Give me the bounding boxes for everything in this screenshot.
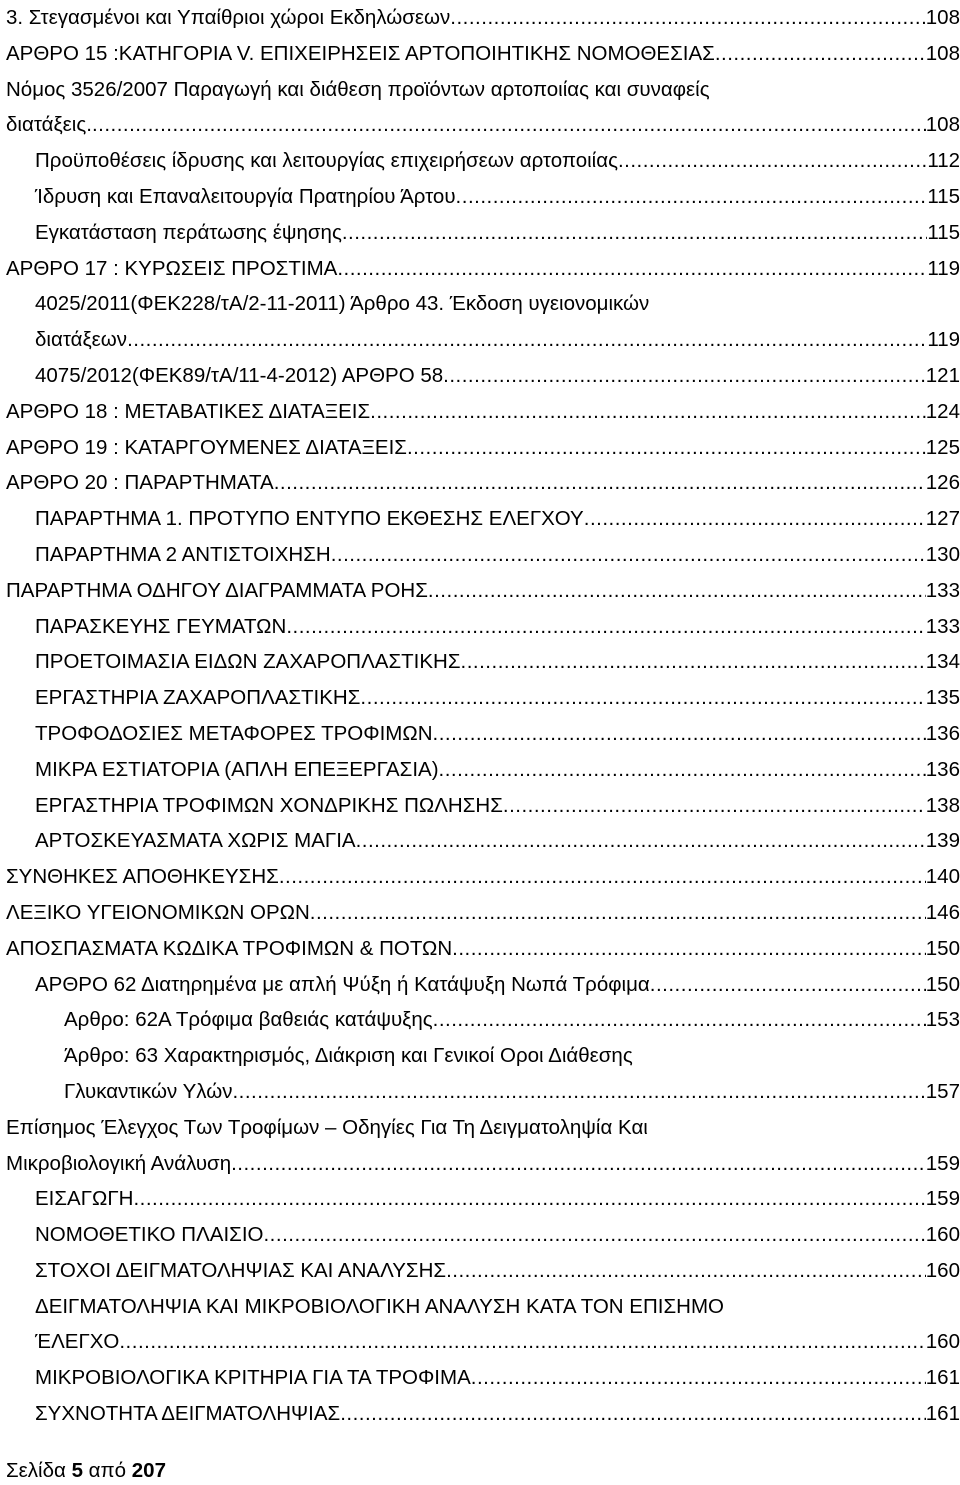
toc-entry-title: ΑΡΘΡΟ 62 Διατηρημένα με απλή Ψύξη ή Κατάψυξη Νωπά Τρόφιμα <box>35 972 650 996</box>
toc-entry-page-number: 112 <box>927 149 960 173</box>
toc-entry-page-number: 127 <box>925 507 960 531</box>
dot-leader <box>428 573 926 609</box>
toc-entry-page-number: 133 <box>925 614 960 638</box>
toc-entry-title: ΠΑΡΑΡΤΗΜΑ ΟΔΗΓΟΥ ΔΙΑΓΡΑΜΜΑΤΑ ΡΟΗΣ <box>6 578 428 602</box>
toc-entry[interactable] <box>0 967 960 1003</box>
dot-leader <box>310 895 926 931</box>
dot-leader <box>360 680 925 716</box>
dot-leader <box>715 36 926 72</box>
dot-leader <box>471 1360 926 1396</box>
toc-entry-page-number: 153 <box>925 1008 960 1032</box>
toc-entry-title: ΑΡΘΡΟ 19 : ΚΑΤΑΡΓΟΥΜΕΝΕΣ ΔΙΑΤΑΞΕΙΣ <box>6 435 407 459</box>
toc-entry-title-line: Επίσημος Έλεγχος Των Τροφίμων – Οδηγίες Για Τη Δειγματοληψία Και <box>6 1115 648 1139</box>
dot-leader <box>279 859 926 895</box>
toc-entry-page-number: 130 <box>925 542 960 566</box>
toc-entry-page-number: 133 <box>925 578 960 602</box>
toc-entry-title: ΝΟΜΟΘΕΤΙΚΟ ΠΛΑΙΣΙΟ <box>35 1223 264 1247</box>
toc-entry[interactable] <box>0 931 960 967</box>
dot-leader <box>340 1396 926 1432</box>
toc-entry-title: διατάξεις. <box>6 113 92 137</box>
toc-entry-title: ΑΡΘΡΟ 20 : ΠΑΡΑΡΤΗΜΑΤΑ <box>6 471 274 495</box>
toc-entry-page-number: 140 <box>925 865 960 889</box>
toc-entry-title: ΣΥΝΘΗΚΕΣ ΑΠΟΘΗΚΕΥΣΗΣ <box>6 865 279 889</box>
dot-leader <box>433 1002 926 1038</box>
toc-entry[interactable] <box>0 895 960 931</box>
toc-entry-page-number: 150 <box>925 936 960 960</box>
toc-entry-page-number: 160 <box>925 1258 960 1282</box>
toc-entry[interactable] <box>0 358 960 394</box>
toc-entry[interactable] <box>0 609 960 645</box>
footer-middle: από <box>82 1459 132 1482</box>
dot-leader <box>407 430 926 466</box>
toc-entry-page-number: 136 <box>925 721 960 745</box>
dot-leader <box>331 537 926 573</box>
toc-entry-title-line: Νόμος 3526/2007 Παραγωγή και διάθεση προϊόντων αρτοποιίας και συναφείς <box>6 77 710 101</box>
toc-entry-page-number: 125 <box>925 435 960 459</box>
toc-entry[interactable] <box>0 859 960 895</box>
dot-leader <box>446 1253 926 1289</box>
toc-entry-title: Προϋποθέσεις ίδρυσης και λειτουργίας επιχειρήσεων αρτοποιίας <box>35 149 618 173</box>
dot-leader <box>439 752 926 788</box>
dot-leader <box>119 1324 925 1360</box>
dot-leader <box>263 1217 925 1253</box>
toc-entry-title: ΑΡΤΟΣΚΕΥΑΣΜΑΤΑ ΧΩΡΙΣ ΜΑΓΙΑ <box>35 829 356 853</box>
toc-entry-title: Εγκατάσταση περάτωσης έψησης <box>35 220 342 244</box>
toc-entry-page-number: 161 <box>925 1366 960 1390</box>
toc-entry[interactable] <box>0 143 960 179</box>
toc-entry-title: ΑΠΟΣΠΑΣΜΑΤΑ ΚΩΔΙΚΑ ΤΡΟΦΙΜΩΝ & ΠΟΤΩΝ <box>6 936 453 960</box>
toc-entry-page-number: 108 <box>925 6 960 29</box>
toc-entry-page-number: 150 <box>925 972 960 996</box>
toc-entry[interactable] <box>0 1181 960 1217</box>
toc-entry-page-number: 115 <box>927 220 960 244</box>
toc-entry[interactable] <box>0 430 960 466</box>
toc-entry-title: διατάξεων <box>35 328 128 352</box>
toc-entry-title: ΤΡΟΦΟΔΟΣΙΕΣ ΜΕΤΑΦΟΡΕΣ ΤΡΟΦΙΜΩΝ <box>35 721 433 745</box>
dot-leader <box>127 322 927 358</box>
toc-entry-page-number: 108 <box>925 113 960 137</box>
toc-entry-page-number: 108 <box>925 41 960 65</box>
toc-entry[interactable] <box>0 179 960 215</box>
toc-entry[interactable] <box>0 573 960 609</box>
toc-entry[interactable] <box>0 1002 960 1038</box>
toc-entry[interactable] <box>0 1038 960 1110</box>
toc-entry-page-number: 160 <box>925 1330 960 1354</box>
toc-entry[interactable] <box>0 0 960 36</box>
dot-leader <box>92 107 926 143</box>
dot-leader <box>133 1181 925 1217</box>
toc-entry-title: ΑΡΘΡΟ 15 :ΚΑΤΗΓΟΡΙΑ V. ΕΠΙΧΕΙΡΗΣΕΙΣ ΑΡΤΟΠΟΙΗΤΙΚΗΣ ΝΟΜΟΘΕΣΙΑΣ <box>6 41 715 65</box>
dot-leader <box>456 179 928 215</box>
toc-entry-title: ΕΡΓΑΣΤΗΡΙΑ ΖΑΧΑΡΟΠΛΑΣΤΙΚΗΣ <box>35 686 361 710</box>
toc-entry-title: ΑΡΘΡΟ 18 : ΜΕΤΑΒΑΤΙΚΕΣ ΔΙΑΤΑΞΕΙΣ <box>6 399 371 423</box>
dot-leader <box>584 501 926 537</box>
dot-leader <box>231 1146 926 1182</box>
toc-entry-page-number: 124 <box>925 399 960 423</box>
toc-entry-title: Ίδρυση και Επαναλειτουργία Πρατηρίου Άρτου <box>35 184 456 208</box>
toc-entry-page-number: 146 <box>925 900 960 924</box>
toc-entry[interactable] <box>0 1110 960 1182</box>
toc-entry-title-line: 4025/2011(ΦΕΚ228/τΑ/2-11-2011) Άρθρο 43. Έκδοση υγειονομικών <box>35 292 650 316</box>
toc-entry-page-number: 157 <box>925 1079 960 1103</box>
toc-entry[interactable] <box>0 1360 960 1396</box>
toc-entry-page-number: 134 <box>925 650 960 674</box>
toc-entry-page-number: 136 <box>925 757 960 781</box>
toc-entry-page-number: 159 <box>925 1187 960 1211</box>
dot-leader <box>618 143 927 179</box>
dot-leader <box>337 251 927 287</box>
dot-leader <box>503 788 926 824</box>
toc-entry-page-number: 138 <box>925 793 960 817</box>
toc-entry[interactable] <box>0 1396 960 1432</box>
toc-entry-title: ΈΛΕΓΧΟ <box>35 1330 120 1354</box>
toc-entry-title: Μικροβιολογική Ανάλυση <box>6 1151 232 1175</box>
dot-leader <box>450 0 926 36</box>
footer-total-pages: 207 <box>131 1459 166 1482</box>
toc-entry[interactable] <box>0 286 960 358</box>
dot-leader <box>461 644 926 680</box>
toc-entry-title: ΕΙΣΑΓΩΓΗ <box>35 1187 134 1211</box>
toc-entry[interactable] <box>0 251 960 287</box>
footer-prefix: Σελίδα <box>6 1459 72 1482</box>
dot-leader <box>650 967 926 1003</box>
dot-leader <box>443 358 926 394</box>
toc-entry[interactable] <box>0 1217 960 1253</box>
footer-current-page: 5 <box>71 1459 83 1482</box>
toc-entry[interactable] <box>0 1289 960 1361</box>
toc-entry[interactable] <box>0 394 960 430</box>
toc-entry-title: ΣΥΧΝΟΤΗΤΑ ΔΕΙΓΜΑΤΟΛΗΨΙΑΣ <box>35 1402 341 1426</box>
toc-entry-title: ΠΡΟΕΤΟΙΜΑΣΙΑ ΕΙΔΩΝ ΖΑΧΑΡΟΠΛΑΣΤΙΚΗΣ <box>35 650 461 674</box>
toc-entry-title-line: Άρθρο: 63 Χαρακτηρισμός, Διάκριση και Γενικοί Οροι Διάθεσης <box>64 1044 633 1068</box>
toc-entry[interactable] <box>0 36 960 72</box>
dot-leader <box>433 716 926 752</box>
dot-leader <box>356 823 926 859</box>
dot-leader <box>370 394 926 430</box>
toc-entry-page-number: 115 <box>927 184 960 208</box>
toc-entry-title: 3. Στεγασμένοι και Υπαίθριοι χώροι Εκδηλώσεων <box>6 6 451 29</box>
toc-entry-page-number: 119 <box>927 256 960 280</box>
toc-entry-page-number: 119 <box>927 328 960 352</box>
toc-entry-title: ΣΤΟΧΟΙ ΔΕΙΓΜΑΤΟΛΗΨΙΑΣ ΚΑΙ ΑΝΑΛΥΣΗΣ <box>35 1258 447 1282</box>
toc-entry[interactable] <box>0 752 960 788</box>
dot-leader <box>286 609 925 645</box>
page-footer <box>6 1457 166 1485</box>
toc-entry[interactable] <box>0 823 960 859</box>
toc-entry[interactable] <box>0 537 960 573</box>
toc-entry-page-number: 161 <box>925 1402 960 1426</box>
toc-entry-page-number: 139 <box>925 829 960 853</box>
toc-entry[interactable] <box>0 788 960 824</box>
toc-entry-title: Γλυκαντικών Υλών <box>64 1079 233 1103</box>
toc-entry-page-number: 160 <box>925 1223 960 1247</box>
toc-entry[interactable] <box>0 1253 960 1289</box>
toc-entry-title: 4075/2012(ΦΕΚ89/τΑ/11-4-2012) ΑΡΘΡΟ 58 <box>35 363 444 387</box>
dot-leader <box>452 931 926 967</box>
toc-entry[interactable] <box>0 465 960 501</box>
toc-entry-title: ΠΑΡΑΡΤΗΜΑ 1. ΠΡΟΤΥΠΟ ΕΝΤΥΠΟ ΕΚΘΕΣΗΣ ΕΛΕΓΧΟΥ <box>35 507 584 531</box>
toc-entry-title: Αρθρο: 62Α Τρόφιμα βαθειάς κατάψυξης <box>64 1008 433 1032</box>
dot-leader <box>232 1074 925 1110</box>
toc-entry-title: ΑΡΘΡΟ 17 : ΚΥΡΩΣΕΙΣ ΠΡΟΣΤΙΜΑ <box>6 256 338 280</box>
toc-entry-title: ΛΕΞΙΚΟ ΥΓΕΙΟΝΟΜΙΚΩΝ ΟΡΩΝ <box>6 900 310 924</box>
dot-leader <box>274 465 926 501</box>
toc-entry[interactable] <box>0 72 960 144</box>
dot-leader <box>342 215 927 251</box>
toc-entry[interactable] <box>0 644 960 680</box>
toc-entry-page-number: 121 <box>925 363 960 387</box>
toc-entry-title: ΠΑΡΑΡΤΗΜΑ 2 ΑΝΤΙΣΤΟΙΧΗΣΗ <box>35 542 331 566</box>
toc-entry-title-line: ΔΕΙΓΜΑΤΟΛΗΨΙΑ ΚΑΙ ΜΙΚΡΟΒΙΟΛΟΓΙΚΗ ΑΝΑΛΥΣΗ ΚΑΤΑ ΤΟΝ ΕΠΙΣΗΜΟ <box>35 1294 724 1318</box>
toc-entry-title: ΕΡΓΑΣΤΗΡΙΑ ΤΡΟΦΙΜΩΝ ΧΟΝΔΡΙΚΗΣ ΠΩΛΗΣΗΣ <box>35 793 503 817</box>
toc-entry-page-number: 135 <box>925 686 960 710</box>
toc-entry[interactable] <box>0 501 960 537</box>
toc-entry-title: ΠΑΡΑΣΚΕΥΗΣ ΓΕΥΜΑΤΩΝ <box>35 614 287 638</box>
toc-entry-title: ΜΙΚΡΑ ΕΣΤΙΑΤΟΡΙΑ (ΑΠΛΗ ΕΠΕΞΕΡΓΑΣΙΑ) <box>35 757 439 781</box>
toc-entry[interactable] <box>0 680 960 716</box>
toc-entry-page-number: 159 <box>925 1151 960 1175</box>
toc-entry-title: ΜΙΚΡΟΒΙΟΛΟΓΙΚΑ ΚΡΙΤΗΡΙΑ ΓΙΑ ΤΑ ΤΡΟΦΙΜΑ <box>35 1366 471 1390</box>
toc-entry[interactable] <box>0 215 960 251</box>
toc-entry[interactable] <box>0 716 960 752</box>
toc-entry-page-number: 126 <box>925 471 960 495</box>
